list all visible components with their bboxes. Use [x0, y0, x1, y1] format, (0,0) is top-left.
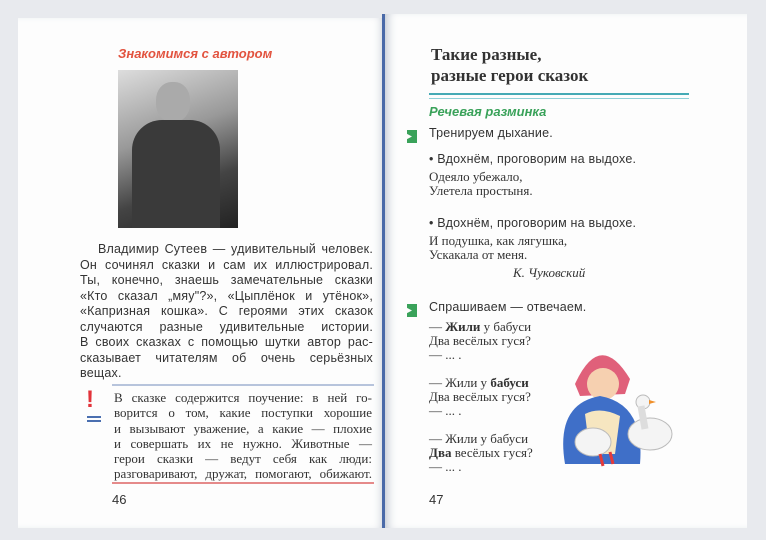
page-number: 47 — [429, 492, 444, 507]
author-paragraph: Владимир Сутеев — удивительный человек. Он сочинял сказки и сам их иллюстрировал. Ты, конечно, знаешь замечательные сказки «Кто сказал „мяу"?», «Цыплёнок и утёнок», «Капризная кошка». С героями этих сказок случаются разные удивительные истории. В своих сказках с помощью шутки автор рас- сказывает читателям об очень серьёзных вещах. — [80, 242, 373, 380]
poem-author: К. Чуковский — [513, 265, 586, 280]
grandma-geese-illustration — [555, 334, 685, 469]
page-title: Такие разные, разные герои сказок — [431, 45, 589, 85]
author-photo — [118, 70, 238, 228]
callout-top-rule — [112, 384, 374, 386]
task-marker-icon — [407, 304, 417, 317]
task-marker-icon — [407, 130, 417, 143]
dialogue: — Жили у бабуси Два весёлых гуся? — ... . — [429, 431, 533, 474]
callout-bottom-rule — [112, 482, 374, 484]
task-qa: Спрашиваем — отвечаем. — [429, 300, 587, 314]
exclamation-icon: ! — [86, 386, 94, 413]
title-rule — [429, 93, 689, 95]
book-spine — [382, 14, 385, 528]
dialogue: — Жили у бабуси Два весёлых гуся? — ... . — [429, 375, 531, 418]
task-breathing: Тренируем дыхание. — [429, 126, 553, 140]
section-heading: Знакомимся с автором — [118, 46, 273, 61]
left-page — [18, 18, 385, 528]
instruction: • Вдохнём, проговорим на выдохе. — [429, 152, 637, 166]
subheading: Речевая разминка — [429, 104, 547, 119]
poem: И подушка, как лягушка, Ускакала от меня. — [429, 233, 568, 262]
callout-text: В сказке содержится поучение: в ней го- ворится о том, какие поступки хорошие и вызывают уважение, а какие — плохие и совершать их не нужно. Животные — герои сказки — ведут себя как люди: разговаривают, дружат, помогают, обижают. — [114, 390, 372, 482]
title-rule-thin — [429, 98, 689, 99]
page-number: 46 — [112, 492, 127, 507]
right-page — [385, 14, 747, 528]
dialogue: — Жили у бабуси Два весёлых гуся? — ... . — [429, 319, 532, 362]
instruction: • Вдохнём, проговорим на выдохе. — [429, 216, 637, 230]
poem: Одеяло убежало, Улетела простыня. — [429, 169, 533, 198]
callout-underline-icon — [87, 416, 101, 422]
